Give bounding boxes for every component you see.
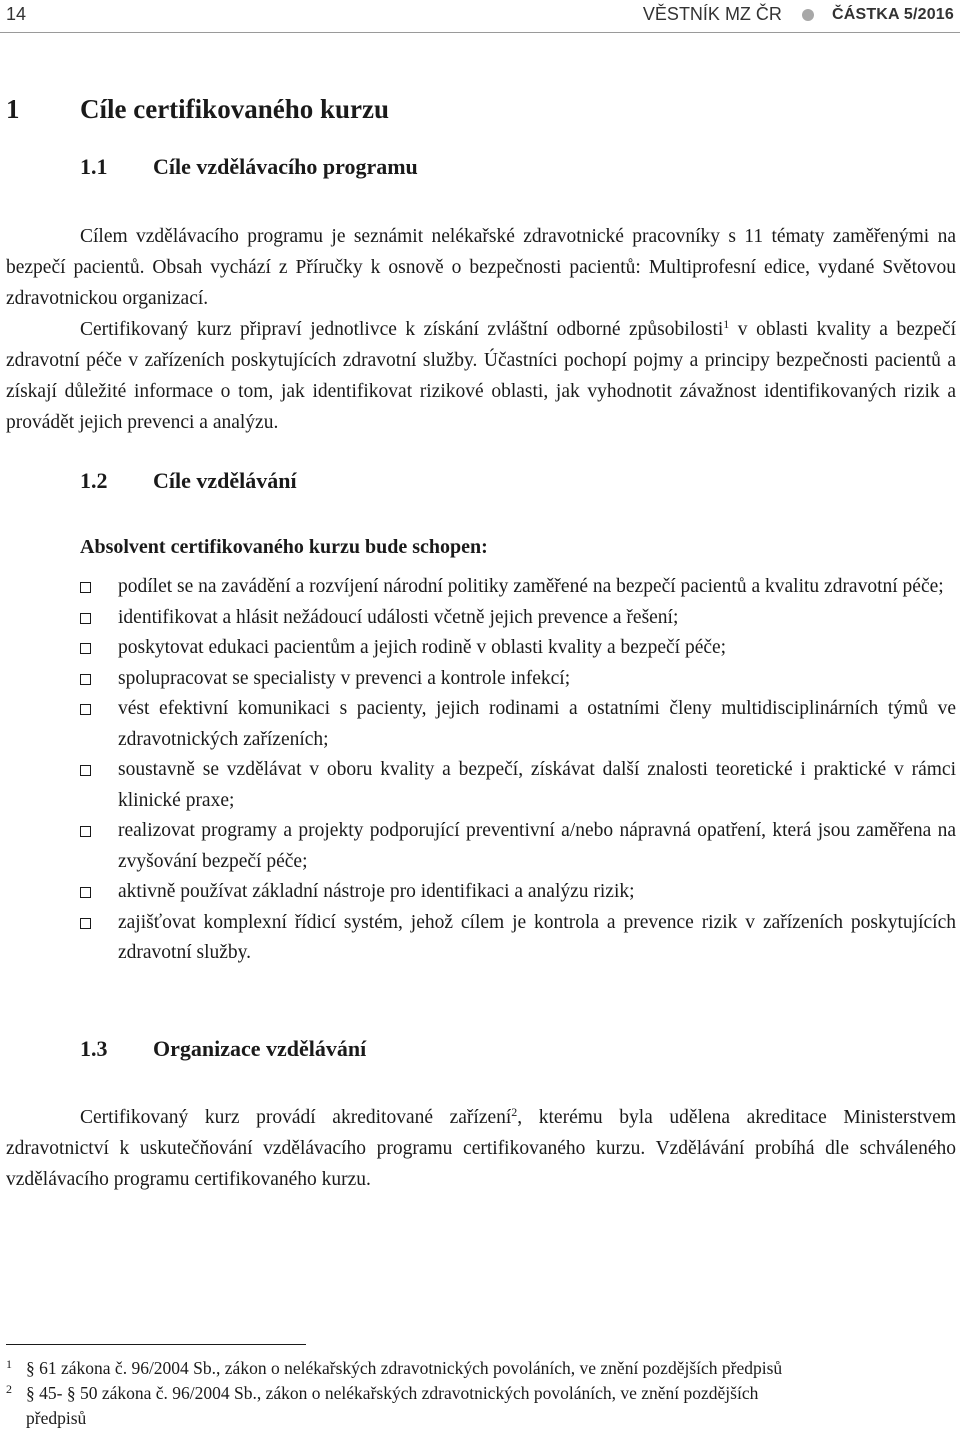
checkbox-bullet-icon — [80, 674, 91, 685]
page-number: 14 — [6, 4, 27, 24]
checkbox-bullet-icon — [80, 826, 91, 837]
list-item — [0, 908, 960, 969]
list-item — [0, 572, 960, 603]
section-heading-1-2 — [80, 468, 297, 494]
bullet-dot-icon — [802, 9, 814, 21]
goals-list — [0, 572, 960, 969]
list-item-text: aktivně používat základní nástroje pro identifikaci a analýzu rizik; — [118, 881, 635, 902]
list-item-text: zajišťovat komplexní řídicí systém, jehož cílem je kontrola a prevence rizik v zařízeních poskytujících zdravotní služby. — [118, 911, 956, 963]
list-item-text: poskytovat edukaci pacientům a jejich rodině v oblasti kvality a bezpečí péče; — [118, 637, 727, 658]
paragraph-text: Certifikovaný kurz připraví jednotlivce k získání zvláštní odborné způsobilosti — [80, 319, 724, 340]
list-item — [0, 755, 960, 816]
header-divider — [0, 32, 960, 33]
footnote-ref[interactable]: 1 — [723, 317, 730, 331]
checkbox-bullet-icon — [80, 613, 91, 624]
paragraph-text: Certifikovaný kurz provádí akreditované zařízení — [80, 1107, 512, 1128]
section-number: 1 — [6, 94, 20, 124]
journal-title: VĚSTNÍK MZ ČR — [642, 4, 782, 24]
list-item-text: spolupracovat se specialisty v prevenci a kontrole infekcí; — [118, 667, 571, 689]
paragraph-course-preparation — [6, 314, 956, 438]
checkbox-bullet-icon — [80, 582, 91, 593]
section-heading-1-3 — [80, 1036, 366, 1062]
footnote-divider — [6, 1344, 306, 1345]
list-item — [0, 816, 960, 877]
list-item — [0, 694, 960, 755]
footnote-text-continued: předpisů — [26, 1408, 87, 1428]
section-title: Cíle certifikovaného kurzu — [80, 94, 389, 124]
list-item — [0, 633, 960, 664]
section-title: Organizace vzdělávání — [153, 1036, 367, 1061]
section-number: 1.3 — [80, 1036, 108, 1061]
list-intro: Absolvent certifikovaného kurzu bude schopen: — [80, 536, 488, 558]
section-title: Cíle vzdělávacího programu — [153, 154, 418, 179]
paragraph-organization — [6, 1102, 956, 1195]
header-right — [643, 4, 954, 25]
section-heading-1-1 — [80, 154, 418, 180]
section-number: 1.1 — [80, 154, 108, 179]
paragraph-text: Cílem vzdělávacího programu je seznámit nelékařské zdravotnické pracovníky s 11 tématy zaměřenými na bezpečí pacientů. Obsah vychází z Příručky k osnově o bezpečnosti pacientů: Multiprofesní edice, vydané Světovou zdravotnickou organizací. — [6, 226, 956, 309]
section-heading-1 — [6, 94, 389, 125]
list-item-text: podílet se na zavádění a rozvíjení národní politiky zaměřené na bezpečí pacientů a kvalitu zdravotní péče; — [118, 576, 944, 597]
section-number: 1.2 — [80, 468, 108, 493]
footnote-2: 2 § 45- § 50 zákona č. 96/2004 Sb., zákon o nelékařských zdravotnických povoláních, ve znění pozdějších předpisů — [6, 1381, 946, 1431]
list-item — [0, 603, 960, 634]
checkbox-bullet-icon — [80, 704, 91, 715]
checkbox-bullet-icon — [80, 887, 91, 898]
list-item — [0, 664, 960, 695]
list-item-text: vést efektivní komunikaci s pacienty, jejich rodinami a ostatními členy multidisciplinárních týmů ve zdravotnických zařízeních; — [118, 698, 956, 750]
page-header — [0, 0, 960, 34]
checkbox-bullet-icon — [80, 918, 91, 929]
paragraph-text: v oblasti kvality a bezpečí zdravotní péče v zařízeních poskytujících zdravotní služby. Účastníci pochopí pojmy a principy bezpečnosti pacientů a získají důležité informace o tom, jak identifikovat rizikové oblasti, jak vyhodnotit závažnost identifikovaných rizik a provádět jejich prevenci a analýzu. — [6, 319, 956, 433]
footnote-ref[interactable]: 2 — [511, 1105, 518, 1119]
checkbox-bullet-icon — [80, 643, 91, 654]
checkbox-bullet-icon — [80, 765, 91, 776]
issue-label: ČÁSTKA 5/2016 — [831, 5, 954, 23]
list-item-text: soustavně se vzdělávat v oboru kvality a bezpečí, získávat další znalosti teoretické i praktické v rámci klinické praxe; — [118, 759, 956, 811]
footnote-text: § 45- § 50 zákona č. 96/2004 Sb., zákon o nelékařských zdravotnických povoláních, ve znění pozdějších — [26, 1383, 759, 1403]
footnote-1: 1 § 61 zákona č. 96/2004 Sb., zákon o nelékařských zdravotnických povoláních, ve znění pozdějších předpisů — [6, 1357, 783, 1378]
list-item-text: realizovat programy a projekty podporující preventivní a/nebo nápravná opatření, která jsou zaměřena na zvyšování bezpečí péče; — [118, 820, 956, 872]
paragraph-program-goals — [6, 221, 956, 314]
footnote-text: § 61 zákona č. 96/2004 Sb., zákon o nelékařských zdravotnických povoláních, ve znění pozdějších předpisů — [26, 1358, 783, 1378]
list-item — [0, 877, 960, 908]
list-item-text: identifikovat a hlásit nežádoucí události včetně jejich prevence a řešení; — [118, 606, 679, 628]
paragraph-text: , kterému byla udělena akreditace Ministerstvem zdravotnictví k uskutečňování vzdělávacího programu certifikovaného kurzu. Vzdělávání probíhá dle schváleného vzdělávacího programu certifikovaného kurzu. — [6, 1107, 956, 1190]
section-title: Cíle vzdělávání — [153, 468, 297, 493]
